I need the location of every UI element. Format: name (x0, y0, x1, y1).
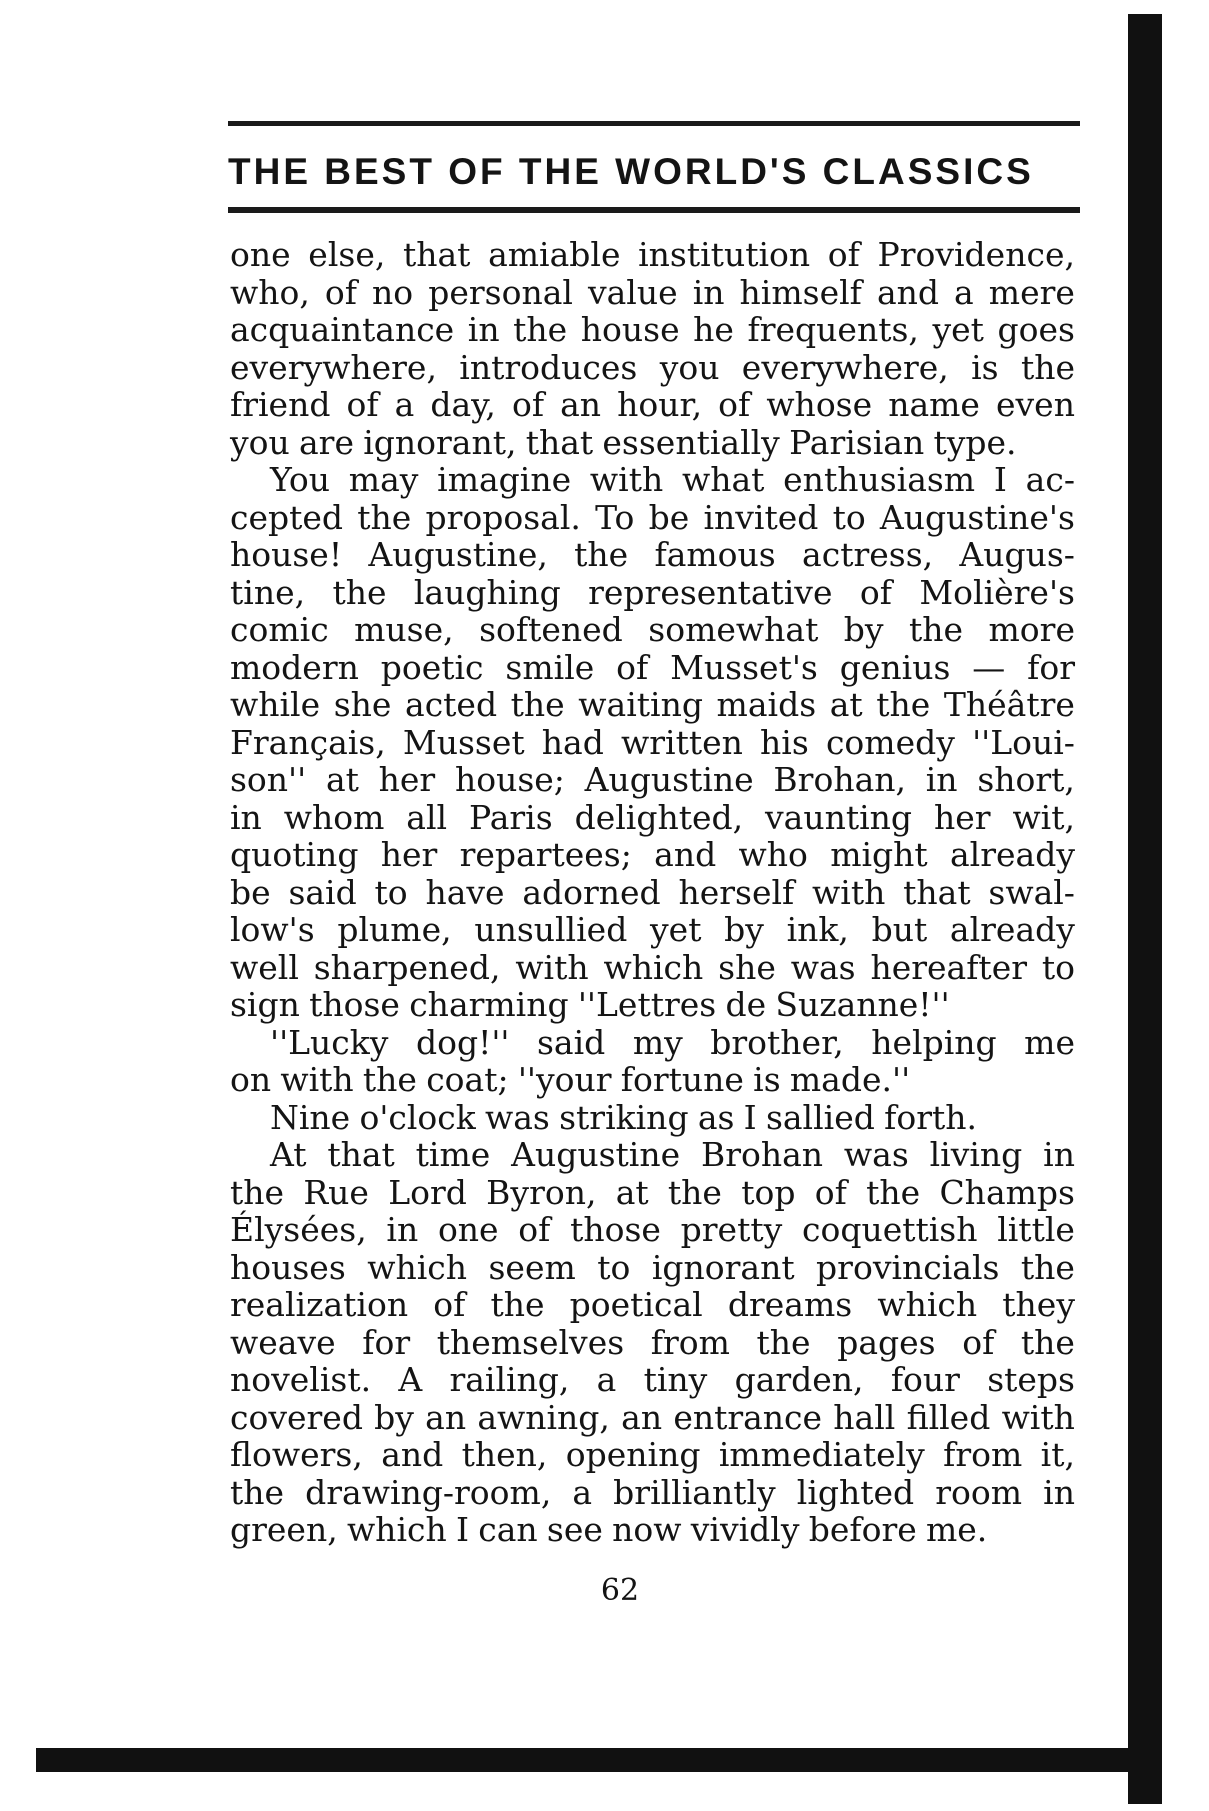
text-line: friend of a day, of an hour, of whose name even (230, 385, 1075, 424)
text-line: one else, that amiable institution of Providence, (230, 235, 1075, 274)
text-line: sign those charming ''Lettres de Suzanne!'' (230, 985, 950, 1024)
text-line: well sharpened, with which she was hereafter to (230, 947, 1075, 987)
text-line: the drawing-room, a brilliantly lighted room in (230, 1472, 1075, 1512)
text-line: low's plume, unsullied yet by ink, but already (230, 910, 1075, 949)
text-line: realization of the poetical dreams which they (230, 1285, 1075, 1324)
text-line: the Rue Lord Byron, at the top of the Champs (230, 1172, 1075, 1212)
text-line: green, which I can see now vividly before me. (230, 1510, 988, 1549)
text-line: cepted the proposal. To be invited to Augustine's (230, 497, 1075, 537)
text-line: You may imagine with what enthusiasm I ac- (270, 460, 1075, 499)
header-rule-bottom (228, 207, 1080, 213)
scan-edge-right (1128, 14, 1162, 1804)
text-line: novelist. A railing, a tiny garden, four steps (230, 1360, 1075, 1399)
text-line: who, of no personal value in himself and a mere (230, 272, 1075, 312)
text-line: house! Augustine, the famous actress, Augus- (230, 535, 1075, 574)
text-line: At that time Augustine Brohan was living in (270, 1135, 1075, 1174)
text-line: weave for themselves from the pages of the (230, 1322, 1075, 1362)
text-line: son'' at her house; Augustine Brohan, in short, (230, 760, 1075, 799)
scan-edge-bottom (36, 1748, 1156, 1772)
text-line: quoting her repartees; and who might already (230, 835, 1075, 874)
text-line: houses which seem to ignorant provincials the (230, 1247, 1075, 1287)
text-line: everywhere, introduces you everywhere, is the (230, 347, 1075, 387)
text-line: covered by an awning, an entrance hall filled with (230, 1397, 1075, 1437)
text-line: acquaintance in the house he frequents, yet goes (230, 310, 1075, 349)
text-line: tine, the laughing representative of Molière's (230, 572, 1075, 612)
running-head: THE BEST OF THE WORLD'S CLASSICS (228, 151, 1034, 192)
text-line: on with the coat; ''your fortune is made.'' (230, 1060, 911, 1099)
text-line: while she acted the waiting maids at the Théâtre (230, 685, 1075, 724)
text-line: ''Lucky dog!'' said my brother, helping me (270, 1022, 1075, 1062)
page-text (230, 236, 1075, 1549)
text-line: Nine o'clock was striking as I sallied forth. (270, 1097, 977, 1137)
text-line: be said to have adorned herself with that swal- (230, 872, 1075, 912)
text-line: in whom all Paris delighted, vaunting her wit, (230, 797, 1075, 837)
text-line: comic muse, softened somewhat by the more (230, 610, 1075, 649)
text-line: Élysées, in one of those pretty coquettish little (230, 1210, 1075, 1249)
header-rule-top (228, 121, 1080, 126)
text-line: modern poetic smile of Musset's genius — for (230, 647, 1075, 687)
text-line: flowers, and then, opening immediately from it, (230, 1435, 1075, 1474)
text-line: Français, Musset had written his comedy ''Loui- (230, 722, 1075, 762)
page-number: 62 (600, 1573, 640, 1608)
text-line: you are ignorant, that essentially Parisian type. (230, 422, 1017, 462)
